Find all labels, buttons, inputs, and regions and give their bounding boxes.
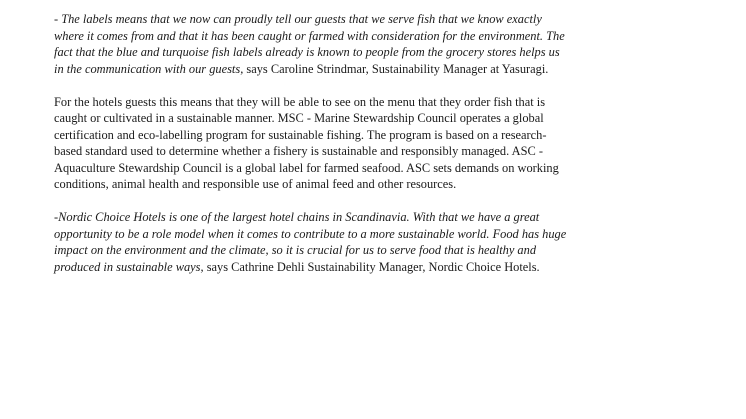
quote-text: -Nordic Choice Hotels is one of the largest hotel chains in Scandinavia. With that we have a great opportunity to be a role model when it comes to contribute to a more sustainable world. Food has huge impact on the environment and the climate, so it is crucial for us to serve food that is healthy and produced in sustainable ways,	[54, 210, 567, 274]
article-body	[54, 11, 569, 292]
quote-text: - The labels means that we now can proudly tell our guests that we serve fish that we know exactly where it comes from and that it has been caught or farmed with consideration for the environment. The fact that the blue and turquoise fish labels already is known to people from the grocery stores helps us in the communication with our guests,	[54, 12, 565, 76]
quote-paragraph-nordic-choice	[54, 209, 569, 275]
quote-paragraph-yasuragi	[54, 11, 569, 77]
body-paragraph-labels: For the hotels guests this means that they will be able to see on the menu that they order fish that is caught or cultivated in a sustainable manner. MSC - Marine Stewardship Council operates a global certification and eco-labelling program for sustainable fishing. The program is based on a research-based standard used to determine whether a fishery is sustainable and responsibly managed. ASC - Aquaculture Stewardship Council is a global label for farmed seafood. ASC sets demands on working conditions, animal health and responsible use of animal feed and other resources.	[54, 94, 559, 191]
quote-attribution: says Caroline Strindmar, Sustainability Manager at Yasuragi.	[243, 61, 549, 76]
quote-attribution: says Cathrine Dehli Sustainability Manager, Nordic Choice Hotels.	[203, 259, 540, 274]
